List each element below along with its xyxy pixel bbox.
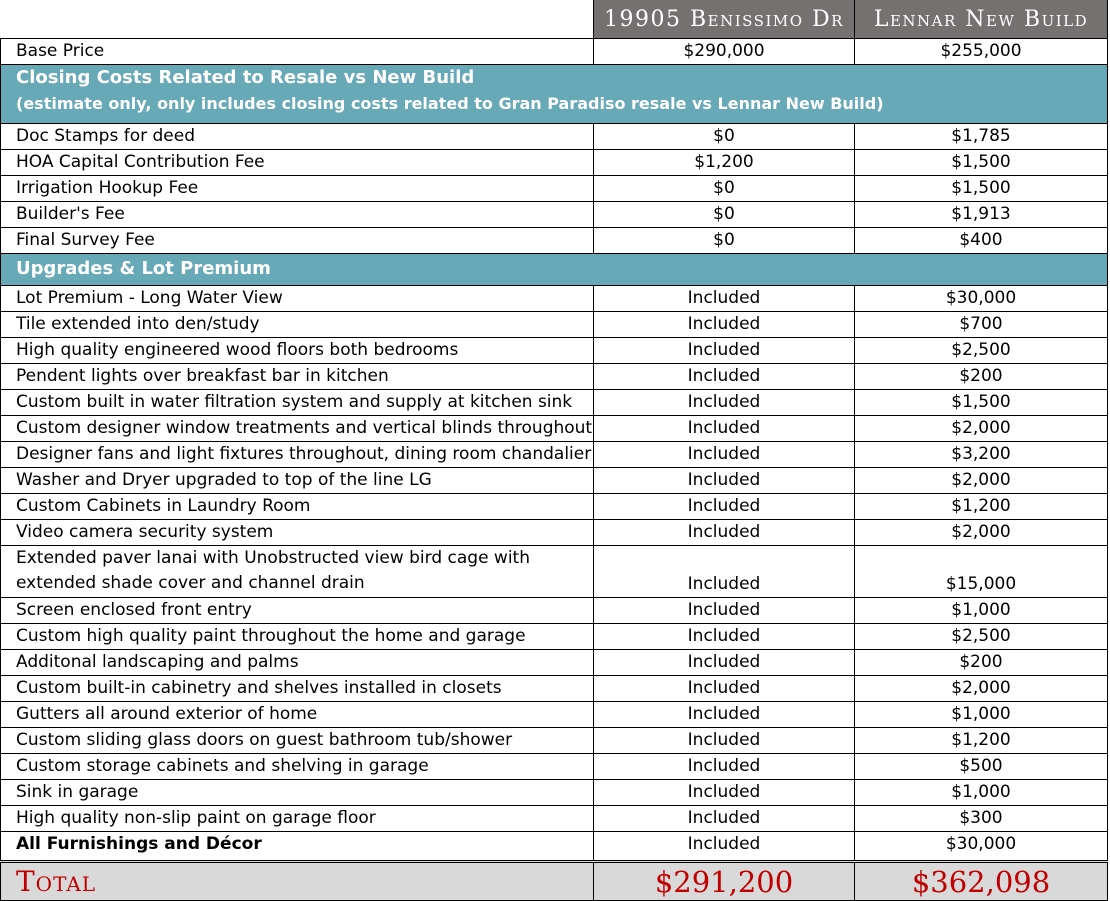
table-row (0, 754, 1108, 780)
new-build-value: $1,000 (855, 702, 1108, 727)
resale-value: Included (594, 494, 855, 519)
row-label: Custom Cabinets in Laundry Room (0, 494, 594, 519)
base-price-row (0, 39, 1108, 65)
new-build-value: $400 (855, 228, 1108, 253)
row-label: Pendent lights over breakfast bar in kitchen (0, 364, 594, 389)
table-row (0, 390, 1108, 416)
table-row (0, 832, 1108, 860)
table-row (0, 520, 1108, 546)
table-row (0, 416, 1108, 442)
new-build-value: $2,000 (855, 416, 1108, 441)
resale-value: Included (594, 702, 855, 727)
total-row (0, 860, 1108, 901)
new-build-value: $1,000 (855, 780, 1108, 805)
table-row (0, 702, 1108, 728)
resale-value: Included (594, 286, 855, 311)
new-build-value: $300 (855, 806, 1108, 831)
resale-value: Included (594, 624, 855, 649)
total-label: Total (0, 863, 594, 900)
new-build-value: $1,500 (855, 150, 1108, 175)
row-label: Doc Stamps for deed (0, 124, 594, 149)
resale-value: Included (594, 676, 855, 701)
row-label: Base Price (0, 39, 594, 64)
new-build-value: $1,913 (855, 202, 1108, 227)
row-label: Custom sliding glass doors on guest bathroom tub/shower (0, 728, 594, 753)
resale-value: Included (594, 754, 855, 779)
row-label: All Furnishings and Décor (0, 832, 594, 860)
new-build-value: $1,200 (855, 728, 1108, 753)
resale-value: Included (594, 338, 855, 363)
row-label: Additonal landscaping and palms (0, 650, 594, 675)
row-label: Irrigation Hookup Fee (0, 176, 594, 201)
table-row (0, 338, 1108, 364)
row-label: Custom built in water filtration system and supply at kitchen sink (0, 390, 594, 415)
row-label: Screen enclosed front entry (0, 598, 594, 623)
resale-value: Included (594, 832, 855, 860)
closing-costs-section-header (0, 65, 1108, 124)
row-label: Lot Premium - Long Water View (0, 286, 594, 311)
header-blank-cell (0, 0, 594, 38)
resale-value: $290,000 (594, 39, 855, 64)
resale-value: Included (594, 780, 855, 805)
row-label: Gutters all around exterior of home (0, 702, 594, 727)
resale-value: Included (594, 312, 855, 337)
row-label: Designer fans and light fixtures throughout, dining room chandalier (0, 442, 594, 467)
resale-value: Included (594, 364, 855, 389)
table-row (0, 650, 1108, 676)
new-build-value: $1,785 (855, 124, 1108, 149)
row-label: HOA Capital Contribution Fee (0, 150, 594, 175)
new-build-value: $3,200 (855, 442, 1108, 467)
table-row (0, 494, 1108, 520)
row-label-line-1: Extended paver lanai with Unobstructed view bird cage with (16, 548, 530, 568)
row-label: Builder's Fee (0, 202, 594, 227)
row-label: High quality non-slip paint on garage floor (0, 806, 594, 831)
resale-value: Included (594, 442, 855, 467)
row-label: Custom designer window treatments and vertical blinds throughout (0, 416, 594, 441)
new-build-value: $2,500 (855, 624, 1108, 649)
new-build-value: $1,500 (855, 176, 1108, 201)
table-row (0, 124, 1108, 150)
resale-value: Included (594, 598, 855, 623)
new-build-value: $1,000 (855, 598, 1108, 623)
new-build-value: $30,000 (855, 832, 1108, 860)
new-build-value: $2,000 (855, 520, 1108, 545)
row-label: Sink in garage (0, 780, 594, 805)
table-row (0, 312, 1108, 338)
row-label (0, 546, 594, 597)
table-row (0, 728, 1108, 754)
new-build-value: $30,000 (855, 286, 1108, 311)
resale-value: Included (594, 728, 855, 753)
resale-value: Included (594, 650, 855, 675)
new-build-value: $500 (855, 754, 1108, 779)
table-row (0, 468, 1108, 494)
table-row (0, 442, 1108, 468)
table-row (0, 202, 1108, 228)
resale-value: $0 (594, 124, 855, 149)
new-build-value: $255,000 (855, 39, 1108, 64)
total-resale-value: $291,200 (594, 863, 855, 900)
row-label: Custom high quality paint throughout the home and garage (0, 624, 594, 649)
new-build-value: $200 (855, 364, 1108, 389)
row-label: Tile extended into den/study (0, 312, 594, 337)
row-label: Washer and Dryer upgraded to top of the line LG (0, 468, 594, 493)
resale-value: $0 (594, 202, 855, 227)
new-build-value: $15,000 (855, 546, 1108, 597)
resale-value: Included (594, 806, 855, 831)
table-row (0, 176, 1108, 202)
new-build-value: $2,000 (855, 468, 1108, 493)
upgrades-section-header (0, 254, 1108, 286)
table-row (0, 676, 1108, 702)
row-label-line-2: extended shade cover and channel drain (16, 573, 365, 593)
header-row (0, 0, 1108, 39)
total-new-build-value: $362,098 (855, 863, 1108, 900)
resale-value: $1,200 (594, 150, 855, 175)
resale-value: Included (594, 468, 855, 493)
resale-value: Included (594, 390, 855, 415)
table-row (0, 780, 1108, 806)
resale-value: Included (594, 520, 855, 545)
table-row (0, 364, 1108, 390)
table-row (0, 598, 1108, 624)
table-row (0, 286, 1108, 312)
row-label: Custom built-in cabinetry and shelves installed in closets (0, 676, 594, 701)
table-row (0, 546, 1108, 598)
section-title: Upgrades & Lot Premium (16, 258, 271, 279)
new-build-value: $200 (855, 650, 1108, 675)
resale-value: $0 (594, 176, 855, 201)
new-build-value: $700 (855, 312, 1108, 337)
row-label: Final Survey Fee (0, 228, 594, 253)
resale-value: $0 (594, 228, 855, 253)
new-build-value: $1,500 (855, 390, 1108, 415)
table-row (0, 150, 1108, 176)
new-build-value: $1,200 (855, 494, 1108, 519)
new-build-value: $2,500 (855, 338, 1108, 363)
table-row (0, 624, 1108, 650)
header-resale-property: 19905 Benissimo Dr (594, 0, 855, 38)
header-new-build: Lennar New Build (855, 0, 1108, 38)
section-title: Closing Costs Related to Resale vs New Build (16, 67, 475, 88)
resale-value: Included (594, 546, 855, 597)
row-label: High quality engineered wood floors both bedrooms (0, 338, 594, 363)
section-subtitle: (estimate only, only includes closing costs related to Gran Paradiso resale vs Lennar New Build) (16, 94, 884, 113)
new-build-value: $2,000 (855, 676, 1108, 701)
row-label: Custom storage cabinets and shelving in garage (0, 754, 594, 779)
table-row (0, 806, 1108, 832)
table-row (0, 228, 1108, 254)
row-label: Video camera security system (0, 520, 594, 545)
resale-value: Included (594, 416, 855, 441)
